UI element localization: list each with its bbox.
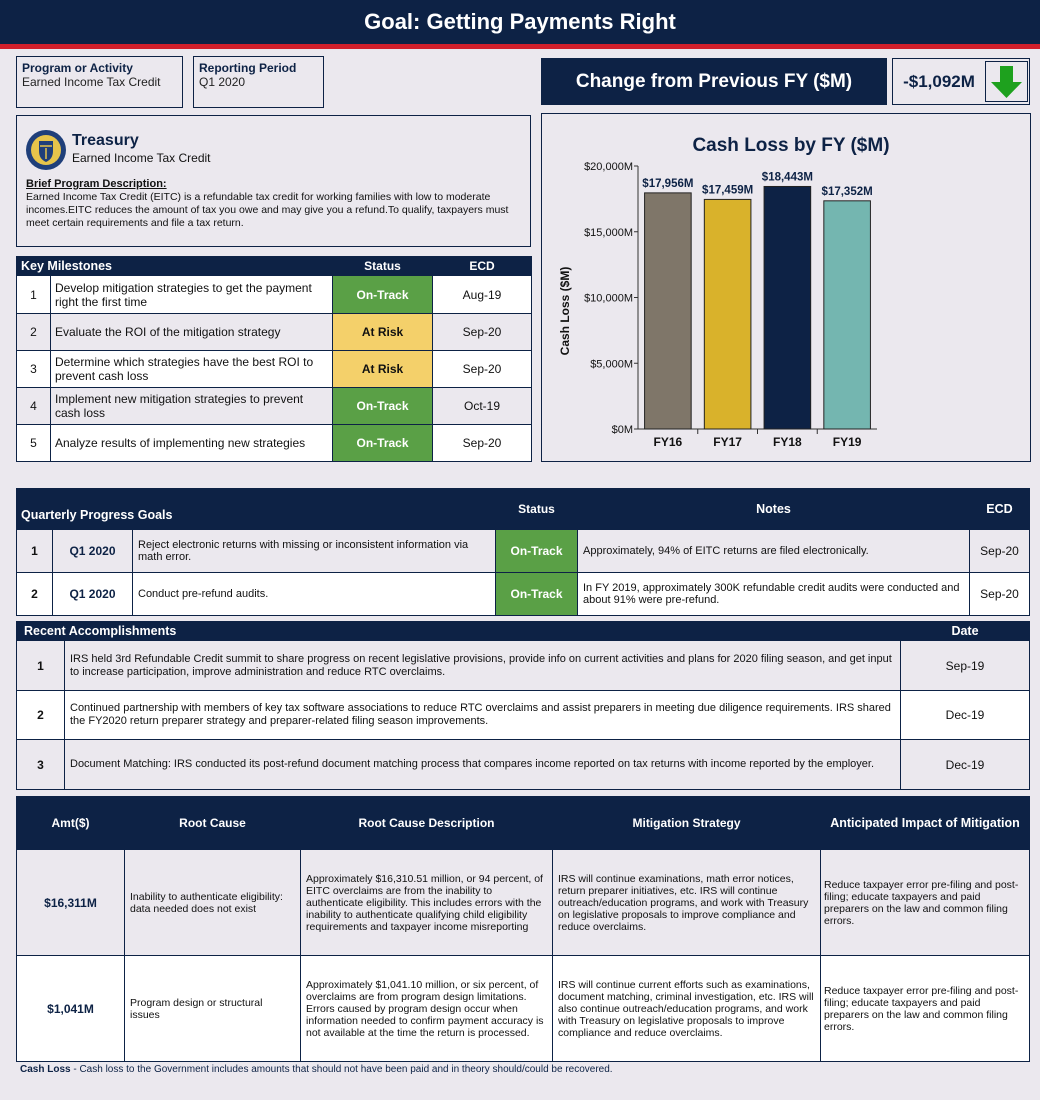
status-badge: On-Track bbox=[333, 388, 433, 425]
bar bbox=[824, 201, 871, 429]
program-description-box bbox=[16, 115, 531, 247]
milestone-row bbox=[17, 314, 532, 351]
quarterly-goal: Conduct pre-refund audits. bbox=[133, 573, 496, 616]
y-tick-label: $15,000M bbox=[584, 226, 633, 239]
milestone-num: 1 bbox=[17, 276, 51, 314]
y-tick-label: $20,000M bbox=[584, 161, 633, 173]
cash-loss-chart bbox=[541, 113, 1031, 462]
status-badge: On-Track bbox=[496, 530, 578, 573]
footnote-text: - Cash loss to the Government includes amounts that should not have been paid and in theory should/could be recovered. bbox=[70, 1064, 613, 1075]
milestone-text: Determine which strategies have the best ROI to prevent cash loss bbox=[51, 351, 333, 388]
bar bbox=[764, 186, 811, 429]
milestone-row bbox=[17, 351, 532, 388]
accomplishment-date: Dec-19 bbox=[901, 691, 1030, 740]
root-cause-text: Inability to authenticate eligibility: data needed does not exist bbox=[125, 850, 301, 956]
mitigation-strategy: IRS will continue current efforts such as examinations, document matching, criminal investigation, etc. IRS will also continue outreach/education programs, and work with Treasury on legislative proposals to improve compliance and reduce overclaims. bbox=[553, 956, 821, 1062]
quarterly-notes: Approximately, 94% of EITC returns are filed electronically. bbox=[578, 530, 970, 573]
program-value: Earned Income Tax Credit bbox=[22, 75, 161, 89]
accomplishment-date: Dec-19 bbox=[901, 740, 1030, 790]
bar bbox=[645, 193, 692, 429]
footnote bbox=[20, 1064, 613, 1075]
milestone-num: 5 bbox=[17, 425, 51, 462]
root-cause-text: Program design or structural issues bbox=[125, 956, 301, 1062]
accomplishment-text: Continued partnership with members of key tax software associations to reduce RTC overclaims and assist preparers in meeting due diligence requirements. IRS shared the FY2020 return preparer strategy and preparer-related filing season improvements. bbox=[65, 691, 901, 740]
quarterly-num: 1 bbox=[17, 530, 53, 573]
period-value: Q1 2020 bbox=[199, 75, 246, 89]
quarterly-row bbox=[17, 573, 1030, 616]
milestones-ecd-header: ECD bbox=[433, 257, 532, 276]
accomplishment-num: 3 bbox=[17, 740, 65, 790]
accomplishments-table bbox=[16, 621, 1030, 790]
milestone-ecd: Sep-20 bbox=[433, 351, 532, 388]
quarterly-ecd: Sep-20 bbox=[970, 530, 1030, 573]
milestone-text: Implement new mitigation strategies to prevent cash loss bbox=[51, 388, 333, 425]
description-label: Brief Program Description: bbox=[26, 178, 167, 190]
program-box bbox=[16, 56, 183, 108]
status-badge: At Risk bbox=[333, 314, 433, 351]
milestones-status-header: Status bbox=[333, 257, 433, 276]
mitigation-strategy: IRS will continue examinations, math error notices, return preparer initiatives, etc. IRS will continue outreach/education programs, and work with Treasury on legislative proposals to improve compliance and reduce overclaims. bbox=[553, 850, 821, 956]
milestone-text: Analyze results of implementing new strategies bbox=[51, 425, 333, 462]
x-tick-label: FY18 bbox=[773, 435, 802, 449]
milestones-table bbox=[16, 256, 532, 462]
down-arrow-icon bbox=[985, 61, 1028, 102]
agency-name: Treasury bbox=[72, 132, 139, 149]
accomplishment-row bbox=[17, 691, 1030, 740]
milestone-text: Develop mitigation strategies to get the payment right the first time bbox=[51, 276, 333, 314]
agency-program: Earned Income Tax Credit bbox=[72, 151, 211, 165]
bar-value-label: $17,459M bbox=[702, 184, 754, 197]
x-tick-label: FY19 bbox=[832, 435, 862, 449]
accomplishment-text: IRS held 3rd Refundable Credit summit to share progress on recent legislative provisions, provide info on current activities and plans for 2020 filing season, and get input to increase participation, improve administration and reduce RTC overclaims. bbox=[65, 641, 901, 691]
bar-value-label: $18,443M bbox=[761, 171, 813, 184]
accomplishment-row bbox=[17, 740, 1030, 790]
milestone-num: 4 bbox=[17, 388, 51, 425]
period-box bbox=[193, 56, 324, 108]
quarterly-notes: In FY 2019, approximately 300K refundable credit audits were conducted and about 91% were pre-refund. bbox=[578, 573, 970, 616]
root-cause-amount: $16,311M bbox=[17, 850, 125, 956]
period-label: Reporting Period bbox=[199, 61, 297, 75]
quarterly-quarter: Q1 2020 bbox=[53, 530, 133, 573]
treasury-seal-icon bbox=[25, 129, 67, 171]
bar bbox=[704, 199, 751, 429]
root-cause-row bbox=[17, 956, 1030, 1062]
root-cause-description: Approximately $1,041.10 million, or six percent, of overclaims are from program design limitations. Errors caused by program design occur when information needed to confirm payment accuracy is not available at the time the return is processed. bbox=[301, 956, 553, 1062]
root-cause-header: Root Cause bbox=[125, 797, 301, 850]
amt-header: Amt($) bbox=[17, 797, 125, 850]
quarterly-ecd-header: ECD bbox=[970, 489, 1030, 530]
milestone-ecd: Aug-19 bbox=[433, 276, 532, 314]
program-label: Program or Activity bbox=[22, 61, 133, 75]
quarterly-quarter: Q1 2020 bbox=[53, 573, 133, 616]
cash-loss-chart-svg bbox=[542, 114, 1030, 461]
x-tick-label: FY16 bbox=[653, 435, 683, 449]
milestone-ecd: Oct-19 bbox=[433, 388, 532, 425]
y-tick-label: $0M bbox=[611, 424, 633, 436]
quarterly-row bbox=[17, 530, 1030, 573]
status-badge: On-Track bbox=[333, 276, 433, 314]
milestones-header: Key Milestones bbox=[17, 257, 333, 276]
change-value: -$1,092M bbox=[903, 72, 975, 91]
chart-ylabel: Cash Loss ($M) bbox=[558, 266, 572, 356]
anticipated-impact: Reduce taxpayer error pre-filing and post-filing; educate taxpayers and paid preparers on the law and common filing errors. bbox=[821, 850, 1030, 956]
quarterly-header: Quarterly Progress Goals bbox=[17, 489, 496, 530]
root-cause-description-header: Root Cause Description bbox=[301, 797, 553, 850]
change-label: Change from Previous FY ($M) bbox=[541, 58, 887, 105]
quarterly-notes-header: Notes bbox=[578, 489, 970, 530]
milestone-row bbox=[17, 276, 532, 314]
accomplishments-header: Recent Accomplishments bbox=[17, 622, 901, 641]
change-value-box bbox=[892, 58, 1030, 105]
footnote-term: Cash Loss bbox=[20, 1064, 71, 1075]
quarterly-goal: Reject electronic returns with missing or inconsistent information via math error. bbox=[133, 530, 496, 573]
accomplishment-row bbox=[17, 641, 1030, 691]
mitigation-strategy-header: Mitigation Strategy bbox=[553, 797, 821, 850]
page-title: Goal: Getting Payments Right bbox=[0, 0, 1040, 44]
y-tick-label: $5,000M bbox=[590, 358, 633, 371]
accomplishment-num: 2 bbox=[17, 691, 65, 740]
anticipated-impact-header: Anticipated Impact of Mitigation bbox=[821, 797, 1030, 850]
anticipated-impact: Reduce taxpayer error pre-filing and post-filing; educate taxpayers and paid preparers on the law and common filing errors. bbox=[821, 956, 1030, 1062]
y-tick-label: $10,000M bbox=[584, 292, 633, 305]
accomplishment-text: Document Matching: IRS conducted its post-refund document matching process that compares income reported on tax returns with income reported by the employer. bbox=[65, 740, 901, 790]
quarterly-status-header: Status bbox=[496, 489, 578, 530]
status-badge: At Risk bbox=[333, 351, 433, 388]
bar-value-label: $17,352M bbox=[821, 185, 873, 198]
quarterly-num: 2 bbox=[17, 573, 53, 616]
milestone-text: Evaluate the ROI of the mitigation strategy bbox=[51, 314, 333, 351]
accomplishment-num: 1 bbox=[17, 641, 65, 691]
accomplishment-date: Sep-19 bbox=[901, 641, 1030, 691]
accomplishments-date-header: Date bbox=[901, 622, 1030, 641]
root-cause-row bbox=[17, 850, 1030, 956]
x-tick-label: FY17 bbox=[713, 435, 742, 449]
header-divider bbox=[0, 44, 1040, 49]
milestone-ecd: Sep-20 bbox=[433, 425, 532, 462]
chart-title: Cash Loss by FY ($M) bbox=[692, 135, 890, 156]
quarterly-goals-table bbox=[16, 488, 1030, 616]
description-text: Earned Income Tax Credit (EITC) is a refundable tax credit for working families with low to moderate incomes.EITC reduces the amount of tax you owe and may give you a refund.To qualify, taxpayers must meet certain requirements and file a tax return. bbox=[26, 191, 509, 229]
root-cause-table bbox=[16, 796, 1030, 1062]
root-cause-description: Approximately $16,310.51 million, or 94 percent, of EITC overclaims are from the inability to authenticate eligibility. This includes errors with the inability to authenticate qualifying child eligibility requirements and taxpayer income misreporting bbox=[301, 850, 553, 956]
status-badge: On-Track bbox=[496, 573, 578, 616]
status-badge: On-Track bbox=[333, 425, 433, 462]
quarterly-ecd: Sep-20 bbox=[970, 573, 1030, 616]
milestone-row bbox=[17, 425, 532, 462]
milestone-row bbox=[17, 388, 532, 425]
root-cause-amount: $1,041M bbox=[17, 956, 125, 1062]
milestone-num: 2 bbox=[17, 314, 51, 351]
milestone-num: 3 bbox=[17, 351, 51, 388]
milestone-ecd: Sep-20 bbox=[433, 314, 532, 351]
bar-value-label: $17,956M bbox=[642, 177, 694, 190]
